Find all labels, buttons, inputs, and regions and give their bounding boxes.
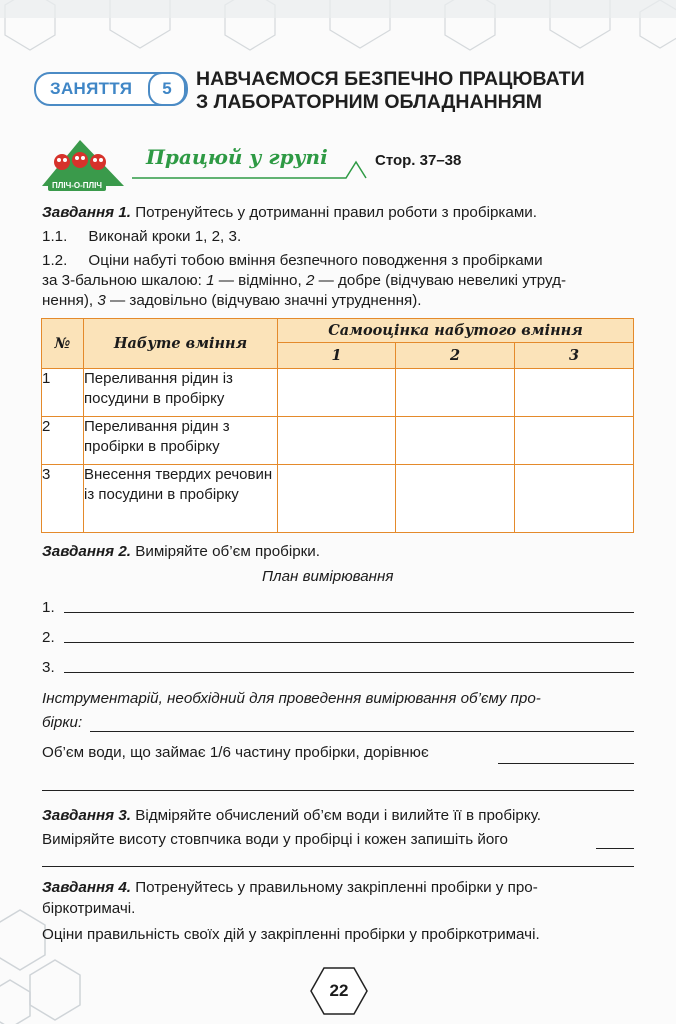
scale-cont: нення), [42, 292, 98, 309]
task4-line3: Оціни правильність своїх дій у закріпленні пробірки у пробіркотримачі. [42, 926, 540, 943]
row-skill: Переливання рідин із посудини в пробірку [84, 369, 278, 417]
task3-label: Завдання 3. [42, 807, 132, 824]
task2-text: Виміряйте об’єм пробірки. [131, 543, 321, 560]
score-cell[interactable] [278, 369, 396, 417]
plan-line-3[interactable] [64, 672, 634, 673]
row-number: 3 [42, 465, 84, 533]
row-skill: Переливання рідин з пробірки в пробірку [84, 417, 278, 465]
score-2: 2 [305, 272, 315, 289]
lesson-badge [34, 72, 188, 106]
task1-label: Завдання 1. [42, 204, 132, 221]
lesson-label: ЗАНЯТТЯ [50, 79, 133, 98]
volume-answer-line[interactable] [498, 763, 634, 764]
task4-label: Завдання 4. [42, 879, 132, 896]
page-number: 22 [329, 981, 349, 1000]
score-cell[interactable] [515, 417, 634, 465]
lesson-title [196, 68, 656, 114]
score-3-text: — задовільно (відчуваю значні утруднення). [105, 292, 422, 309]
task1-item2-line2 [42, 271, 566, 291]
score-cell[interactable] [515, 369, 634, 417]
lesson-title-line2: З ЛАБОРАТОРНИМ ОБЛАДНАННЯМ [196, 91, 543, 113]
table-row [42, 417, 634, 465]
score-cell[interactable] [278, 465, 396, 533]
plan-title: План вимірювання [262, 568, 394, 585]
header-score-2: 2 [396, 343, 515, 369]
task4-text: Потренуйтесь у правильному закріпленні пробірки у про- [131, 879, 538, 896]
row-skill: Внесення твердих речовин із посудини в пробірку [84, 465, 278, 533]
table-row [42, 465, 634, 533]
plan-line-2[interactable] [64, 642, 634, 643]
score-cell[interactable] [396, 417, 515, 465]
hexagon-pattern-top [0, 0, 676, 60]
header-score-1: 1 [278, 343, 396, 369]
task4-line2: біркотримачі. [42, 900, 136, 917]
lesson-title-line1: НАВЧАЄМОСЯ БЕЗПЕЧНО ПРАЦЮВАТИ [196, 68, 585, 90]
row-number: 2 [42, 417, 84, 465]
header-number: № [42, 319, 84, 369]
instruments-line2: бірки: [42, 714, 83, 731]
task3-answer-line-2[interactable] [42, 866, 634, 867]
task4-intro [42, 878, 538, 898]
task3-text: Відміряйте обчислений об’єм води і вилийте її в пробірку. [131, 807, 541, 824]
volume-answer-line-2[interactable] [42, 790, 634, 791]
score-cell[interactable] [396, 465, 515, 533]
task1-item2-line1: 1.2. Оціни набуті тобою вміння безпечного поводження з пробірками [42, 252, 543, 269]
instruments-answer-line[interactable] [90, 731, 634, 732]
page-number-badge [309, 966, 369, 1016]
task3-line2: Виміряйте висоту стовпчика води у пробірці і кожен запишіть його [42, 831, 508, 848]
score-3: 3 [97, 292, 106, 309]
lesson-number: 5 [148, 72, 186, 106]
score-2-text: — добре (відчуваю невеликі утруд- [314, 272, 567, 289]
row-number: 1 [42, 369, 84, 417]
score-1-text: — відмінно, [214, 272, 306, 289]
header-self-assessment: Самооцінка набутого вміння [278, 319, 634, 343]
task1-text: Потренуйтесь у дотриманні правил роботи з пробірками. [131, 204, 537, 221]
plan-line-1[interactable] [64, 612, 634, 613]
group-work-heading: Працюй у групі [146, 145, 328, 169]
plan-item-1: 1. [42, 599, 55, 616]
task3-answer-line[interactable] [596, 848, 634, 849]
score-cell[interactable] [278, 417, 396, 465]
page-reference: Стор. 37–38 [375, 152, 462, 169]
task1-item2-line3 [42, 291, 421, 311]
plan-item-2: 2. [42, 629, 55, 646]
table-row [42, 369, 634, 417]
task2-intro [42, 542, 320, 562]
score-cell[interactable] [515, 465, 634, 533]
score-cell[interactable] [396, 369, 515, 417]
instruments-line1: Інструментарій, необхідний для проведення вимірювання об’єму про- [42, 690, 541, 707]
scale-intro: за 3-бальною шкалою: [42, 272, 207, 289]
task1-item1: 1.1. Виконай кроки 1, 2, 3. [42, 228, 242, 245]
score-1: 1 [206, 272, 215, 289]
header-score-3: 3 [515, 343, 634, 369]
task3-intro [42, 806, 541, 826]
group-work-caption: ПЛІЧ-О-ПЛІЧ [48, 180, 106, 191]
task1-intro [42, 203, 537, 223]
task2-label: Завдання 2. [42, 543, 132, 560]
plan-item-3: 3. [42, 659, 55, 676]
header-skill: Набуте вміння [84, 319, 278, 369]
volume-text: Об’єм води, що займає 1/6 частину пробірки, дорівнює [42, 744, 429, 761]
self-assessment-table [41, 318, 634, 533]
